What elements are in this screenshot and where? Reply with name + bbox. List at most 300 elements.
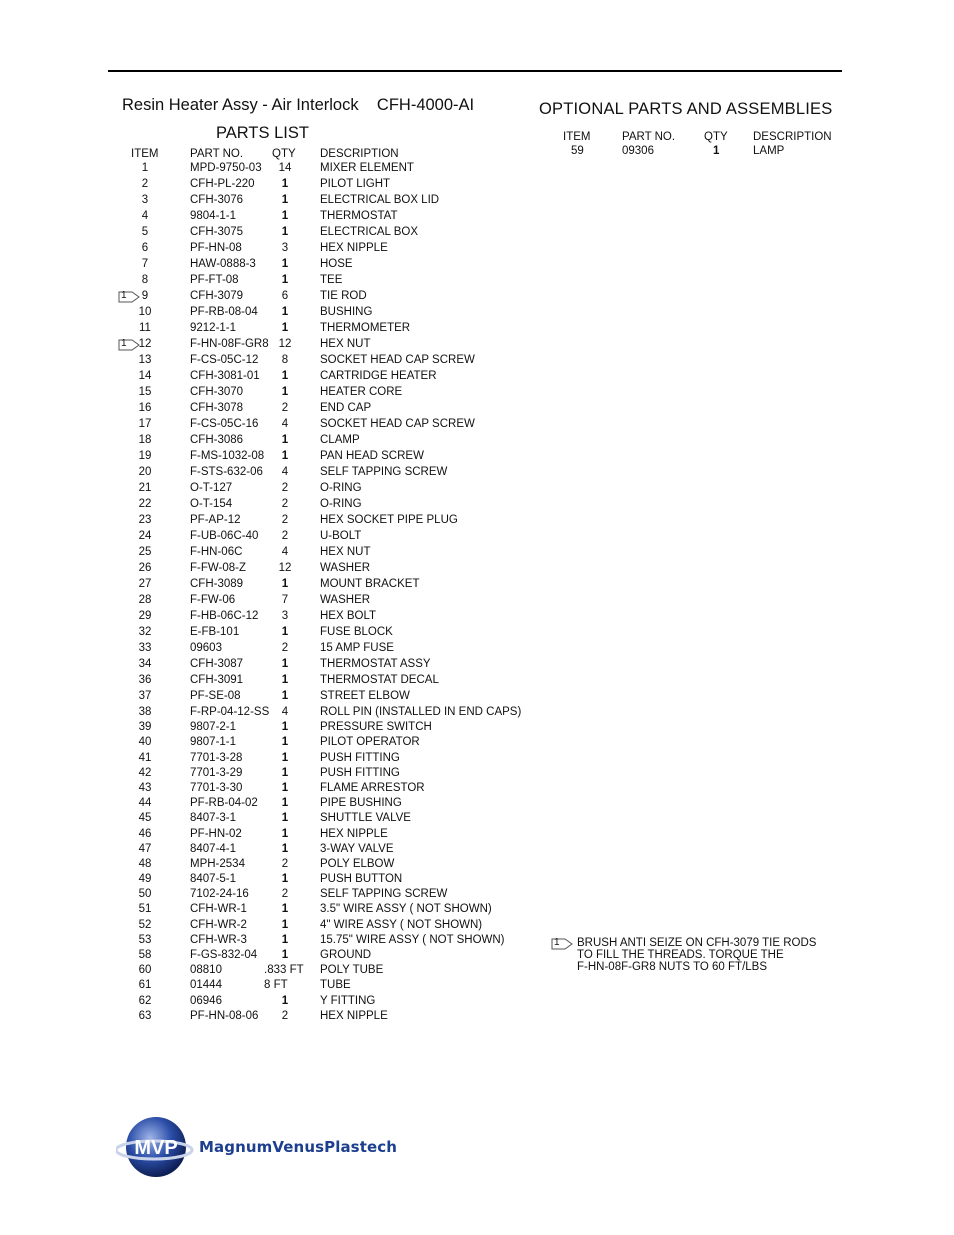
description: HEX NIPPLE	[320, 1009, 388, 1022]
table-row	[108, 721, 548, 736]
quantity: 2	[281, 857, 289, 870]
part-number: CFH-3076	[190, 194, 244, 206]
quantity: 12	[278, 562, 292, 574]
item-number: 33	[138, 642, 152, 654]
part-number: PF-AP-12	[190, 514, 241, 526]
quantity: 2	[281, 642, 289, 654]
part-number: 9804-1-1	[190, 210, 237, 222]
part-number: 9807-2-1	[190, 721, 237, 734]
part-number: CFH-3075	[190, 226, 244, 238]
table-row	[108, 370, 548, 386]
item-number: 34	[138, 658, 152, 670]
table-row	[108, 919, 548, 934]
table-row	[108, 242, 548, 258]
description: HEX NIPPLE	[320, 827, 388, 840]
item-number: 61	[138, 979, 152, 992]
optional-parts-heading: OPTIONAL PARTS AND ASSEMBLIES	[539, 100, 833, 118]
item-number: 36	[138, 674, 152, 686]
col-item-header: ITEM	[131, 148, 159, 160]
description: PILOT OPERATOR	[320, 736, 420, 749]
description: PUSH FITTING	[320, 766, 400, 779]
part-number: F-HN-08F-GR8	[190, 338, 269, 350]
company-logo	[116, 1112, 406, 1182]
item-number: 16	[138, 402, 152, 414]
quantity: 1	[281, 626, 289, 638]
table-row	[108, 514, 548, 530]
header-rule	[108, 70, 842, 72]
part-number: F-STS-632-06	[190, 466, 263, 478]
item-number: 18	[138, 434, 152, 446]
description: 15.75" WIRE ASSY ( NOT SHOWN)	[320, 933, 505, 946]
logo-mark-text: MVP	[134, 1137, 178, 1159]
table-row	[108, 162, 548, 178]
part-number: 9807-1-1	[190, 736, 237, 749]
quantity: 1	[281, 370, 289, 382]
table-row	[108, 322, 548, 338]
quantity: 1	[281, 658, 289, 670]
quantity: 1	[281, 873, 289, 886]
description: TIE ROD	[320, 290, 367, 302]
part-number: F-UB-06C-40	[190, 530, 259, 542]
item-number: 20	[138, 466, 152, 478]
table-row	[108, 386, 548, 402]
col-desc-header: DESCRIPTION	[320, 148, 399, 160]
item-number: 37	[138, 690, 152, 702]
item-number: 21	[138, 482, 152, 494]
description: 4" WIRE ASSY ( NOT SHOWN)	[320, 918, 483, 931]
item-number: 14	[138, 370, 152, 382]
quantity: 2	[281, 530, 289, 542]
quantity: 1	[281, 690, 289, 702]
item-number: 39	[138, 721, 152, 734]
item-number: 5	[141, 226, 149, 238]
table-row	[108, 858, 548, 873]
description: PRESSURE SWITCH	[320, 721, 432, 734]
table-row	[108, 690, 548, 706]
note-line-3: F-HN-08F-GR8 NUTS TO 60 FT/LBS	[577, 961, 767, 973]
item-number: 11	[139, 322, 151, 334]
table-row	[108, 274, 548, 290]
quantity: 1	[281, 766, 289, 779]
item-number: 51	[138, 903, 152, 916]
quantity: 1	[281, 842, 289, 855]
company-name: MagnumVenusPlastech	[199, 1138, 398, 1156]
item-number: 8	[141, 274, 149, 286]
description: TUBE	[320, 979, 351, 992]
quantity: 8	[281, 354, 289, 366]
item-number: 6	[141, 242, 149, 254]
description: PUSH FITTING	[320, 751, 400, 764]
flag-number: 1	[121, 290, 127, 301]
opt-col-qty-header: QTY	[704, 131, 728, 143]
quantity: 4	[281, 466, 289, 478]
quantity: 2	[281, 888, 289, 901]
part-number: CFH-WR-3	[190, 933, 247, 946]
item-number: 22	[138, 498, 152, 510]
part-number: CFH-3079	[190, 290, 244, 302]
part-number: CFH-WR-1	[190, 903, 247, 916]
item-number: 46	[138, 827, 152, 840]
parts-table	[108, 148, 548, 1025]
description: TEE	[320, 274, 343, 286]
quantity: 2	[281, 402, 289, 414]
quantity: 1	[281, 210, 289, 222]
quantity: 1	[281, 306, 289, 318]
quantity: 1	[281, 386, 289, 398]
description: PIPE BUSHING	[320, 797, 402, 810]
opt-col-part-header: PART NO.	[622, 131, 676, 143]
description: HOSE	[320, 258, 353, 270]
opt-desc: LAMP	[753, 145, 785, 157]
table-row	[108, 1010, 548, 1025]
item-number: 1	[141, 162, 149, 174]
item-number: 24	[138, 530, 152, 542]
quantity: 1	[281, 194, 289, 206]
description: WASHER	[320, 562, 371, 574]
quantity: 1	[281, 322, 289, 334]
description: HEX NUT	[320, 338, 371, 350]
quantity: 1	[281, 736, 289, 749]
table-row	[108, 562, 548, 578]
table-row	[108, 354, 548, 370]
description: THERMOMETER	[320, 322, 411, 334]
table-row	[108, 258, 548, 274]
quantity: 2	[281, 1009, 289, 1022]
description: O-RING	[320, 498, 362, 510]
quantity: 1	[281, 827, 289, 840]
quantity: 2	[281, 482, 289, 494]
description: STREET ELBOW	[320, 690, 410, 702]
quantity: 1	[281, 812, 289, 825]
item-number: 60	[138, 964, 152, 977]
quantity: 1	[281, 178, 289, 190]
part-number: 06946	[190, 994, 222, 1007]
table-row	[108, 466, 548, 482]
part-number: CFH-3089	[190, 578, 244, 590]
quantity: 1	[281, 949, 289, 961]
item-number: 58	[138, 949, 152, 961]
part-number: PF-SE-08	[190, 690, 241, 702]
part-number: F-CS-05C-12	[190, 354, 259, 366]
item-number: 23	[138, 514, 152, 526]
part-number: CFH-3091	[190, 674, 244, 686]
table-row	[108, 797, 548, 812]
item-number: 63	[138, 1009, 152, 1022]
item-number: 7	[141, 258, 149, 270]
item-number: 62	[138, 994, 152, 1007]
table-row	[108, 642, 548, 658]
description: HEATER CORE	[320, 386, 403, 398]
description: POLY ELBOW	[320, 857, 395, 870]
description: U-BOLT	[320, 530, 362, 542]
item-number: 45	[138, 812, 152, 825]
note-line-2: TO FILL THE THREADS. TORQUE THE	[577, 949, 784, 961]
quantity: 1	[281, 578, 289, 590]
item-number: 25	[138, 546, 152, 558]
table-row	[108, 995, 548, 1010]
opt-qty: 1	[713, 145, 720, 157]
quantity: 6	[281, 290, 289, 302]
quantity: 7	[281, 594, 289, 606]
part-number: 7701-3-29	[190, 766, 243, 779]
part-number: CFH-3078	[190, 402, 244, 414]
quantity: 1	[281, 918, 289, 931]
item-number: 49	[138, 873, 152, 886]
part-number: F-RP-04-12-SS	[190, 706, 270, 718]
table-row	[108, 706, 548, 721]
table-row	[108, 290, 548, 306]
part-number: F-HB-06C-12	[190, 610, 259, 622]
part-number: CFH-3081-01	[190, 370, 260, 382]
table-row	[108, 888, 548, 903]
optional-row	[540, 145, 840, 161]
quantity: 1	[281, 797, 289, 810]
description: 3-WAY VALVE	[320, 842, 394, 855]
table-row	[108, 658, 548, 674]
item-number: 19	[138, 450, 152, 462]
item-number: 12	[138, 338, 152, 350]
table-row	[108, 450, 548, 466]
part-number: HAW-0888-3	[190, 258, 256, 270]
table-row	[108, 674, 548, 690]
table-row	[108, 338, 548, 354]
description: HEX BOLT	[320, 610, 377, 622]
item-number: 13	[138, 354, 152, 366]
description: MOUNT BRACKET	[320, 578, 420, 590]
quantity: 8 FT	[264, 979, 288, 992]
quantity: 3	[281, 610, 289, 622]
opt-part: 09306	[622, 145, 654, 157]
quantity: 1	[281, 933, 289, 946]
part-number: 8407-4-1	[190, 842, 237, 855]
part-number: CFH-3086	[190, 434, 244, 446]
item-number: 53	[138, 933, 152, 946]
item-number: 26	[138, 562, 152, 574]
document-title: Resin Heater Assy - Air Interlock CFH-4000-AI	[122, 96, 475, 114]
item-number: 9	[141, 290, 149, 302]
description: 15 AMP FUSE	[320, 642, 394, 654]
note-flag-number: 1	[554, 937, 560, 948]
quantity: 1	[281, 450, 289, 462]
part-number: 7701-3-28	[190, 751, 243, 764]
quantity: 12	[278, 338, 292, 350]
quantity: 1	[281, 226, 289, 238]
description: PUSH BUTTON	[320, 873, 403, 886]
part-number: 9212-1-1	[190, 322, 237, 334]
description: PILOT LIGHT	[320, 178, 391, 190]
table-row	[108, 434, 548, 450]
item-number: 27	[138, 578, 152, 590]
table-row	[108, 949, 548, 964]
item-number: 52	[138, 918, 152, 931]
description: CARTRIDGE HEATER	[320, 370, 437, 382]
table-row	[108, 964, 548, 979]
table-row	[108, 610, 548, 626]
description: HEX NIPPLE	[320, 242, 388, 254]
description: THERMOSTAT ASSY	[320, 658, 431, 670]
table-row	[108, 194, 548, 210]
description: POLY TUBE	[320, 964, 384, 977]
part-number: PF-HN-08	[190, 242, 242, 254]
part-number: PF-HN-02	[190, 827, 242, 840]
quantity: 1	[281, 674, 289, 686]
table-row	[108, 626, 548, 642]
description: GROUND	[320, 949, 372, 961]
part-number: F-HN-06C	[190, 546, 243, 558]
quantity: 14	[278, 162, 292, 174]
part-number: E-FB-101	[190, 626, 240, 638]
col-part-header: PART NO.	[190, 148, 244, 160]
table-row	[108, 843, 548, 858]
table-row	[108, 782, 548, 797]
opt-item: 59	[571, 145, 584, 157]
part-number: O-T-154	[190, 498, 233, 510]
part-number: PF-FT-08	[190, 274, 239, 286]
table-row	[108, 226, 548, 242]
part-number: F-GS-832-04	[190, 949, 258, 961]
part-number: 01444	[190, 979, 222, 992]
table-row	[108, 306, 548, 322]
table-row	[108, 767, 548, 782]
quantity: 1	[281, 274, 289, 286]
description: END CAP	[320, 402, 372, 414]
part-number: MPD-9750-03	[190, 162, 262, 174]
table-row	[108, 178, 548, 194]
part-number: MPH-2534	[190, 857, 245, 870]
part-number: PF-RB-04-02	[190, 797, 258, 810]
quantity: 2	[281, 514, 289, 526]
item-number: 29	[138, 610, 152, 622]
parts-table-body	[108, 162, 548, 1025]
part-number: CFH-PL-220	[190, 178, 255, 190]
item-number: 41	[138, 751, 152, 764]
table-row	[108, 498, 548, 514]
table-row	[108, 482, 548, 498]
description: SOCKET HEAD CAP SCREW	[320, 418, 475, 430]
item-number: 43	[138, 781, 152, 794]
description: ELECTRICAL BOX LID	[320, 194, 440, 206]
quantity: 1	[281, 721, 289, 734]
col-qty-header: QTY	[272, 148, 296, 160]
quantity: 4	[281, 546, 289, 558]
item-number: 10	[138, 306, 152, 318]
description: ROLL PIN (INSTALLED IN END CAPS)	[320, 706, 522, 718]
table-row	[108, 736, 548, 751]
description: HEX NUT	[320, 546, 371, 558]
part-number: O-T-127	[190, 482, 233, 494]
part-number: F-CS-05C-16	[190, 418, 259, 430]
item-number: 50	[138, 888, 152, 901]
table-row	[108, 903, 548, 918]
part-number: CFH-3070	[190, 386, 244, 398]
description: FLAME ARRESTOR	[320, 781, 425, 794]
quantity: 1	[281, 434, 289, 446]
description: THERMOSTAT	[320, 210, 398, 222]
description: O-RING	[320, 482, 362, 494]
quantity: 3	[281, 242, 289, 254]
table-row	[108, 402, 548, 418]
part-number: CFH-WR-2	[190, 918, 247, 931]
flag-number: 1	[121, 338, 127, 349]
opt-col-desc-header: DESCRIPTION	[753, 131, 832, 143]
opt-col-item-header: ITEM	[563, 131, 591, 143]
description: FUSE BLOCK	[320, 626, 393, 638]
part-number: F-FW-08-Z	[190, 562, 247, 574]
quantity: 4	[281, 418, 289, 430]
item-number: 38	[138, 706, 152, 718]
table-row	[108, 578, 548, 594]
mvp-globe-icon	[116, 1112, 196, 1182]
item-number: 32	[138, 626, 152, 638]
description: SHUTTLE VALVE	[320, 812, 411, 825]
item-number: 44	[138, 797, 152, 810]
item-number: 28	[138, 594, 152, 606]
optional-parts-table	[540, 131, 840, 163]
part-number: PF-RB-08-04	[190, 306, 258, 318]
table-row	[108, 210, 548, 226]
description: WASHER	[320, 594, 371, 606]
item-number: 42	[138, 766, 152, 779]
item-number: 15	[138, 386, 152, 398]
table-row	[108, 873, 548, 888]
part-number: F-FW-06	[190, 594, 236, 606]
quantity: 2	[281, 498, 289, 510]
part-number: 09603	[190, 642, 222, 654]
description: 3.5" WIRE ASSY ( NOT SHOWN)	[320, 903, 492, 916]
quantity: 4	[281, 706, 289, 718]
description: CLAMP	[320, 434, 360, 446]
description: BUSHING	[320, 306, 373, 318]
part-number: 7102-24-16	[190, 888, 249, 901]
item-number: 48	[138, 857, 152, 870]
description: SELF TAPPING SCREW	[320, 888, 448, 901]
item-number: 2	[141, 178, 149, 190]
item-number: 3	[141, 194, 149, 206]
note-line-1: BRUSH ANTI SEIZE ON CFH-3079 TIE RODS	[577, 937, 817, 949]
quantity: 1	[281, 903, 289, 916]
description: SOCKET HEAD CAP SCREW	[320, 354, 475, 366]
description: PAN HEAD SCREW	[320, 450, 424, 462]
quantity: 1	[281, 781, 289, 794]
part-number: 8407-5-1	[190, 873, 237, 886]
table-row	[108, 752, 548, 767]
part-number: F-MS-1032-08	[190, 450, 265, 462]
table-row	[108, 812, 548, 827]
parts-list-heading: PARTS LIST	[216, 124, 309, 142]
description: Y FITTING	[320, 994, 376, 1007]
table-row	[108, 546, 548, 562]
item-number: 17	[138, 418, 152, 430]
description: MIXER ELEMENT	[320, 162, 414, 174]
part-number: 8407-3-1	[190, 812, 237, 825]
table-row	[108, 594, 548, 610]
quantity: .833 FT	[264, 964, 304, 977]
description: ELECTRICAL BOX	[320, 226, 418, 238]
item-number: 40	[138, 736, 152, 749]
table-row	[108, 418, 548, 434]
quantity: 1	[281, 258, 289, 270]
quantity: 1	[281, 751, 289, 764]
table-row	[108, 530, 548, 546]
table-row	[108, 979, 548, 994]
quantity: 1	[281, 994, 289, 1007]
part-number: 7701-3-30	[190, 781, 243, 794]
description: SELF TAPPING SCREW	[320, 466, 448, 478]
part-number: CFH-3087	[190, 658, 244, 670]
part-number: PF-HN-08-06	[190, 1009, 259, 1022]
item-number: 4	[141, 210, 149, 222]
description: THERMOSTAT DECAL	[320, 674, 439, 686]
